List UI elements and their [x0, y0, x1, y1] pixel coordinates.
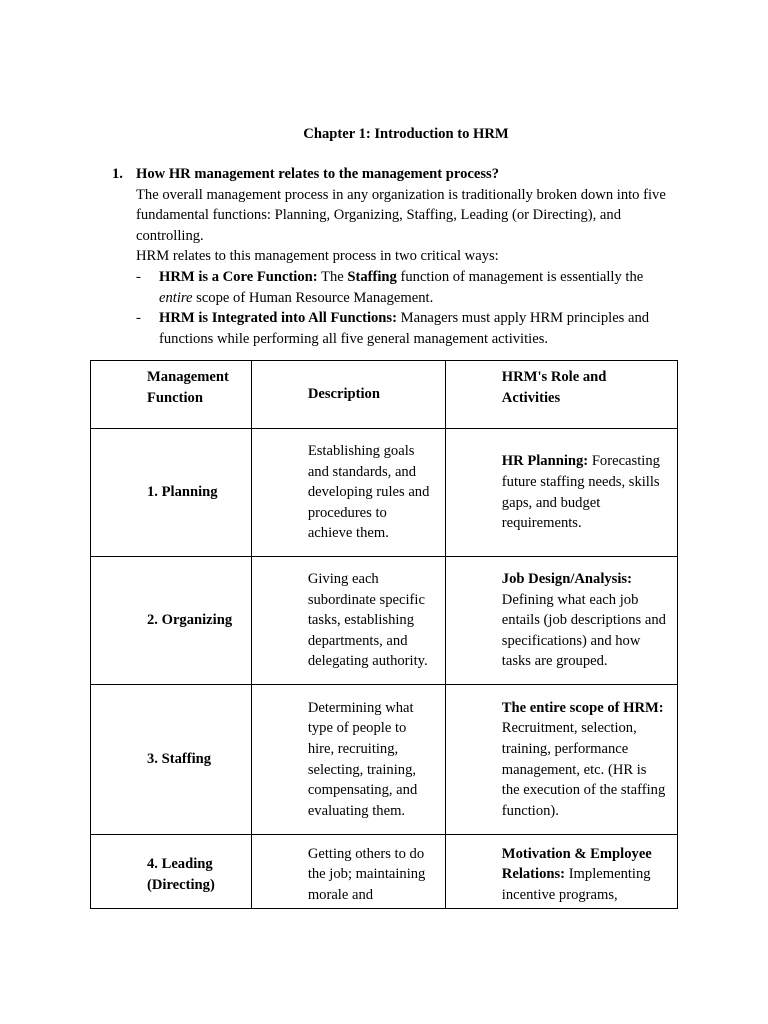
header-cell-role: HRM's Role and Activities — [445, 361, 677, 429]
question-heading — [112, 164, 672, 185]
role-cell — [445, 685, 677, 835]
role-cell — [445, 835, 677, 909]
bullet-dash: - — [136, 310, 141, 327]
bullet-italic: entire — [159, 289, 193, 306]
bullet-text — [159, 267, 672, 308]
table-header-row — [91, 361, 678, 429]
role-text: Defining what each job entails (job descriptions and specifications) and how tasks are grouped. — [501, 591, 666, 670]
bullet-bold: HRM is Integrated into All Functions: — [159, 310, 397, 327]
function-cell: 3. Staffing — [91, 685, 252, 835]
question-number: 1. — [112, 166, 123, 182]
table-row — [91, 429, 678, 557]
question-text: How HR management relates to the management process? — [136, 166, 500, 182]
table-row — [91, 557, 678, 685]
bullet-segment: The — [317, 268, 348, 285]
description-cell: Determining what type of people to hire, recruiting, selecting, training, compensating, and evaluating them. — [251, 685, 445, 835]
header-cell-description: Description — [251, 361, 445, 429]
intro-paragraph: The overall management process in any organization is traditionally broken down into five fundamental functions: Planning, Organizing, Staffing, Leading (or Directing), and controlling. — [136, 186, 666, 244]
management-functions-table — [90, 360, 678, 909]
role-bold: Motivation & Employee Relations: — [501, 845, 652, 883]
table-row — [91, 835, 678, 909]
bullet-segment: scope of Human Resource Management. — [192, 289, 434, 306]
question-body — [136, 185, 672, 350]
bullet-item — [136, 308, 672, 349]
bullet-bold-staffing: Staffing — [347, 268, 397, 285]
relation-paragraph: HRM relates to this management process in two critical ways: — [136, 248, 499, 265]
function-cell: 1. Planning — [91, 429, 252, 557]
bullet-bold: HRM is a Core Function: — [159, 268, 318, 285]
role-cell — [445, 557, 677, 685]
role-bold: HR Planning: — [501, 453, 589, 470]
chapter-title: Chapter 1: Introduction to HRM — [303, 126, 509, 142]
bullet-dash: - — [136, 268, 141, 285]
role-text: Implementing incentive programs, — [501, 866, 651, 903]
role-bold: Job Design/Analysis: — [501, 571, 632, 588]
role-bold: The entire scope of HRM: — [501, 699, 664, 716]
role-text: Forecasting future staffing needs, skills gaps, and budget requirements. — [501, 453, 660, 532]
description-cell: Establishing goals and standards, and developing rules and procedures to achieve them. — [251, 429, 445, 557]
bullet-item — [136, 267, 672, 308]
bullet-segment: function of management is essentially the — [396, 268, 644, 285]
description-cell: Giving each subordinate specific tasks, establishing departments, and delegating authority. — [251, 557, 445, 685]
function-cell: 4. Leading (Directing) — [91, 835, 252, 909]
role-cell — [445, 429, 677, 557]
description-cell: Getting others to do the job; maintaining morale and — [251, 835, 445, 909]
table-row — [91, 685, 678, 835]
question-section — [112, 164, 672, 349]
header-cell-function: Management Function — [91, 361, 252, 429]
bullet-text — [159, 308, 672, 349]
bullet-segment: Managers must apply HRM principles and functions while performing all five general management activities. — [159, 310, 650, 347]
role-text: Recruitment, selection, training, performance management, etc. (HR is the execution of the staffing function). — [501, 720, 666, 819]
function-cell: 2. Organizing — [91, 557, 252, 685]
